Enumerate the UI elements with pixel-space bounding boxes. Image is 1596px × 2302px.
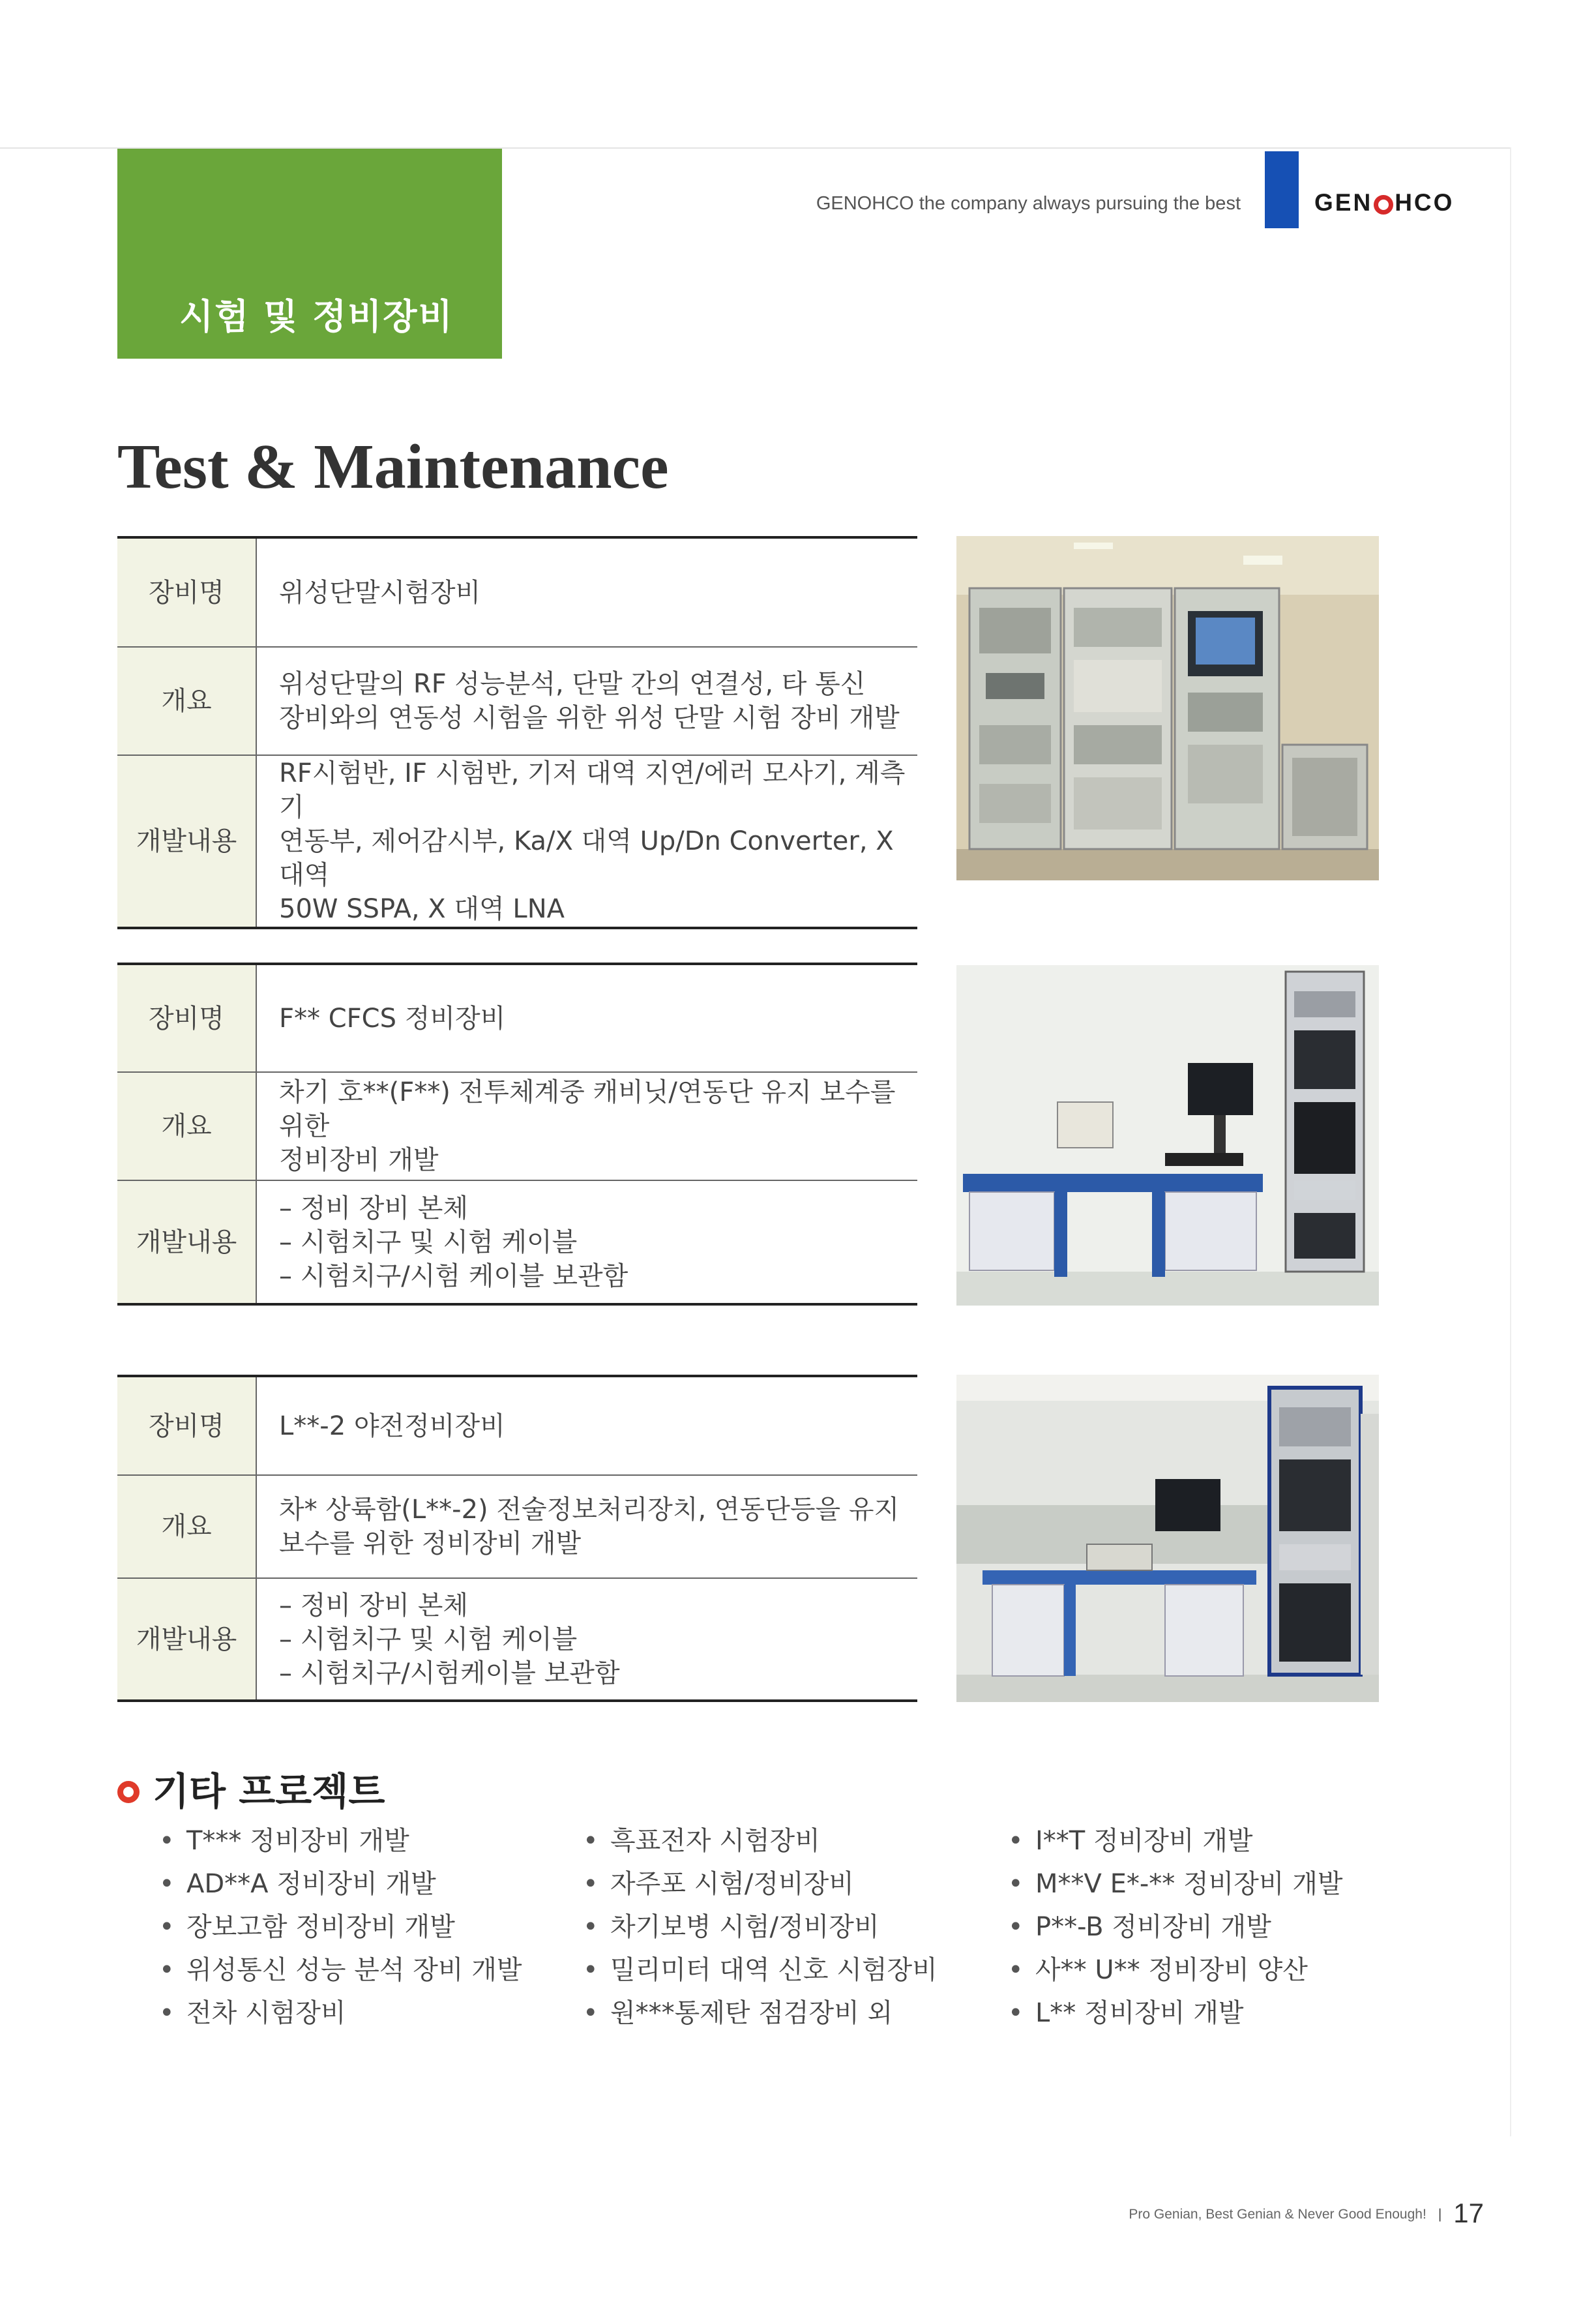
text-line: 연동부, 제어감시부, Ka/X 대역 Up/Dn Converter, X 대역 (279, 826, 894, 890)
project-list-col-1 (159, 1819, 522, 2035)
photo-satellite-test-equipment (956, 536, 1379, 880)
project-list-col-3 (1008, 1819, 1343, 2035)
circle-bullet-icon (117, 1781, 140, 1803)
photo-field-maintenance-equipment-image (956, 1375, 1379, 1702)
equipment-name: F** CFCS 정비장비 (279, 1003, 506, 1034)
text-line: 보수를 위한 정비장비 개발 (279, 1529, 582, 1559)
photo-cfcs-maintenance-equipment-image (956, 965, 1379, 1306)
page-number: 17 (1453, 2198, 1484, 2228)
list-item: • 원***통제탄 점검장비 외 (583, 1992, 938, 2035)
footer-separator: | (1438, 2207, 1442, 2222)
label-content: 개발내용 (117, 755, 256, 928)
text-line: 50W SSPA, X 대역 LNA (279, 894, 565, 924)
list-item: • P**-B 정비장비 개발 (1008, 1906, 1343, 1949)
label-content: 개발내용 (117, 1578, 256, 1701)
list-item: • 사** U** 정비장비 양산 (1008, 1949, 1343, 1992)
brand-left: GEN (1314, 189, 1373, 216)
other-projects-heading: 기타 프로젝트 (153, 1769, 385, 1814)
label-name: 장비명 (117, 964, 256, 1072)
list-item: • T*** 정비장비 개발 (159, 1819, 522, 1862)
equipment-name: 위성단말시험장비 (279, 577, 481, 608)
brand-bar (1265, 151, 1299, 228)
list-item: • 위성통신 성능 분석 장비 개발 (159, 1949, 522, 1992)
text-line: 차* 상륙함(L**-2) 전술정보처리장치, 연동단등을 유지 (279, 1495, 900, 1525)
label-name: 장비명 (117, 537, 256, 647)
text-line: – 시험치구/시험 케이블 보관함 (279, 1261, 628, 1291)
equipment-content (256, 755, 917, 928)
list-item: • 장보고함 정비장비 개발 (159, 1906, 522, 1949)
list-item: • AD**A 정비장비 개발 (159, 1862, 522, 1906)
text-line: – 정비 장비 본체 (279, 1193, 468, 1223)
other-projects-title (117, 1761, 385, 1816)
text-line: – 시험치구 및 시험 케이블 (279, 1227, 578, 1257)
label-overview: 개요 (117, 647, 256, 755)
list-item: • 밀리미터 대역 신호 시험장비 (583, 1949, 938, 1992)
text-line: 장비와의 연동성 시험을 위한 위성 단말 시험 장비 개발 (279, 703, 900, 733)
list-item: • 흑표전자 시험장비 (583, 1819, 938, 1862)
text-line: 정비장비 개발 (279, 1145, 439, 1175)
tagline: GENOHCO the company always pursuing the best (816, 193, 1241, 214)
label-overview: 개요 (117, 1475, 256, 1578)
project-list-col-2 (583, 1819, 938, 2035)
equipment-name: L**-2 야전정비장비 (279, 1411, 505, 1441)
equipment-overview (256, 1475, 917, 1578)
list-item: • M**V E*-** 정비장비 개발 (1008, 1862, 1343, 1906)
text-line: – 시험치구 및 시험 케이블 (279, 1624, 578, 1654)
text-line: 차기 호**(F**) 전투체계중 캐비닛/연동단 유지 보수를 위한 (279, 1077, 896, 1141)
label-name: 장비명 (117, 1376, 256, 1475)
equipment-content (256, 1578, 917, 1701)
brand-right: HCO (1395, 189, 1455, 216)
page-heading: Test & Maintenance (117, 432, 669, 502)
equipment-content (256, 1180, 917, 1304)
section-title: 시험 및 정비장비 (179, 296, 454, 337)
label-overview: 개요 (117, 1072, 256, 1180)
page-footer (1129, 2198, 1484, 2229)
equipment-table-2 (117, 963, 917, 1306)
text-line: – 시험치구/시험케이블 보관함 (279, 1658, 620, 1688)
list-item: • L** 정비장비 개발 (1008, 1992, 1343, 2035)
label-content: 개발내용 (117, 1180, 256, 1304)
list-item: • I**T 정비장비 개발 (1008, 1819, 1343, 1862)
photo-satellite-test-equipment-image (956, 536, 1379, 880)
text-line: 위성단말의 RF 성능분석, 단말 간의 연결성, 타 통신 (279, 669, 866, 699)
text-line: – 정비 장비 본체 (279, 1590, 468, 1621)
equipment-overview (256, 1072, 917, 1180)
right-margin-rule (1510, 147, 1511, 2136)
list-item: • 전차 시험장비 (159, 1992, 522, 2035)
text-line: RF시험반, IF 시험반, 기저 대역 지연/에러 모사기, 계측기 (279, 758, 906, 822)
section-banner (117, 149, 502, 359)
list-item: • 자주포 시험/정비장비 (583, 1862, 938, 1906)
footer-slogan: Pro Genian, Best Genian & Never Good Enough! (1129, 2207, 1426, 2222)
equipment-overview (256, 647, 917, 755)
brand-o-ring-icon (1374, 195, 1393, 215)
photo-field-maintenance-equipment (956, 1375, 1379, 1702)
list-item: • 차기보병 시험/정비장비 (583, 1906, 938, 1949)
brand-logo (1314, 189, 1454, 217)
equipment-table-3 (117, 1375, 917, 1702)
equipment-table-1 (117, 536, 917, 929)
photo-cfcs-maintenance-equipment (956, 965, 1379, 1306)
